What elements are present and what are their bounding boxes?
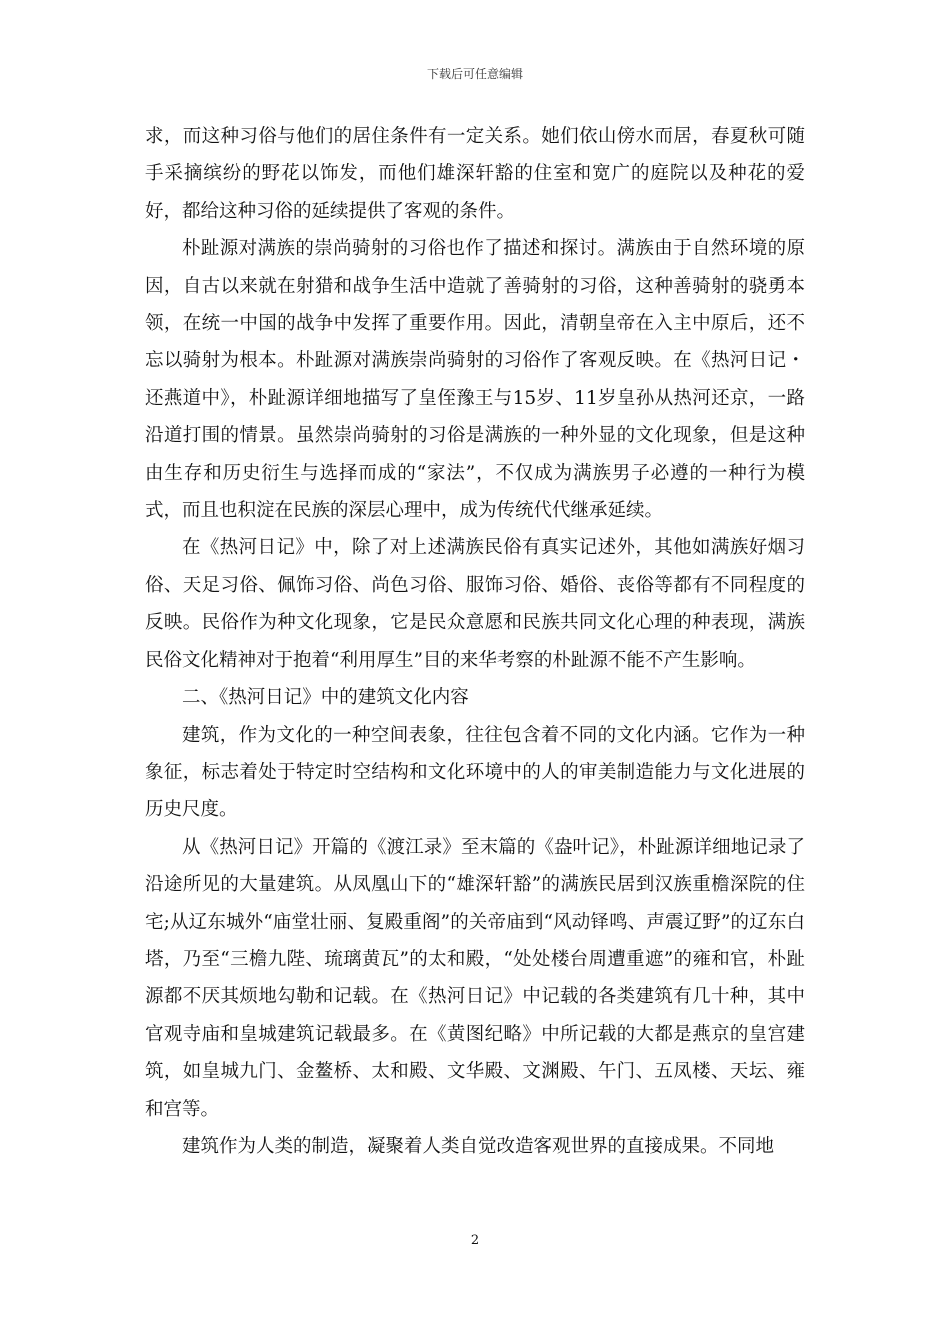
page-number: 2 (470, 1233, 480, 1248)
section-heading: 二、《热河日记》中的建筑文化内容 (182, 687, 469, 709)
paragraph-1: 求，而这种习俗与他们的居住条件有一定关系。她们依山傍水而居，春夏秋可随手采摘缤纷的野花以饰发，而他们雄深轩豁的住室和宽广的庭院以及种花的爱好，都给这种习俗的延续提供了客观的条件。 (145, 126, 805, 222)
paragraph-6: 建筑作为人类的制造，凝聚着人类自觉改造客观世界的直接成果。不同地 (182, 1135, 775, 1157)
paragraph-4: 建筑，作为文化的一种空间表象，往往包含着不同的文化内涵。它作为一种象征，标志着处于特定时空结构和文化环境中的人的审美制造能力与文化进展的历史尺度。 (145, 724, 805, 821)
paragraph-3: 在《热河日记》中，除了对上述满族民俗有真实记述外，其他如满族好烟习俗、天足习俗、佩饰习俗、尚色习俗、服饰习俗、婚俗、丧俗等都有不同程度的反映。民俗作为种文化现象，它是民众意愿和民族共同文化心理的种表现，满族民俗文化精神对于抱着“利用厚生”目的来华考察的朴趾源不能不产生影响。 (145, 537, 805, 671)
paragraph-5: 从《热河日记》开篇的《渡江录》至末篇的《盎叶记》，朴趾源详细地记录了沿途所见的大量建筑。从凤凰山下的“雄深轩豁”的满族民居到汉族重檐深院的住宅;从辽东城外“庙堂壮丽、复殿重阁”的关帝庙到“风动铎鸣、声震辽野”的辽东白塔，乃至“三檐九陛、琉璃黄瓦”的太和殿，“处处楼台周遭重遮”的雍和官，朴趾源都不厌其烦地勾勒和记载。在《热河日记》中记载的各类建筑有几十种，其中官观寺庙和皇城建筑记载最多。在《黄图纪略》中所记载的大都是燕京的皇宫建筑，如皇城九门、金鳌桥、太和殿、文华殿、文渊殿、午门、五凤楼、天坛、雍和宫等。 (145, 836, 805, 1120)
paragraph-2: 朴趾源对满族的崇尚骑射的习俗也作了描述和探讨。满族由于自然环境的原因，自古以来就在射猎和战争生活中造就了善骑射的习俗，这种善骑射的骁勇本领，在统一中国的战争中发挥了重要作用。因此，清朝皇帝在入主中原后，还不忘以骑射为根本。朴趾源对满族崇尚骑射的习俗作了客观反映。在《热河日记・还燕道中》，朴趾源详细地描写了皇侄豫王与15岁、11岁皇孙从热河还京，一路沿道打围的情景。虽然崇尚骑射的习俗是满族的一种外显的文化现象，但是这种由生存和历史衍生与选择而成的“家法”，不仅成为满族男子必遵的一种行为模式，而且也积淀在民族的深层心理中，成为传统代代继承延续。 (145, 238, 805, 522)
page-header: 下载后可任意编辑 (426, 67, 523, 81)
document-body (145, 118, 805, 1165)
